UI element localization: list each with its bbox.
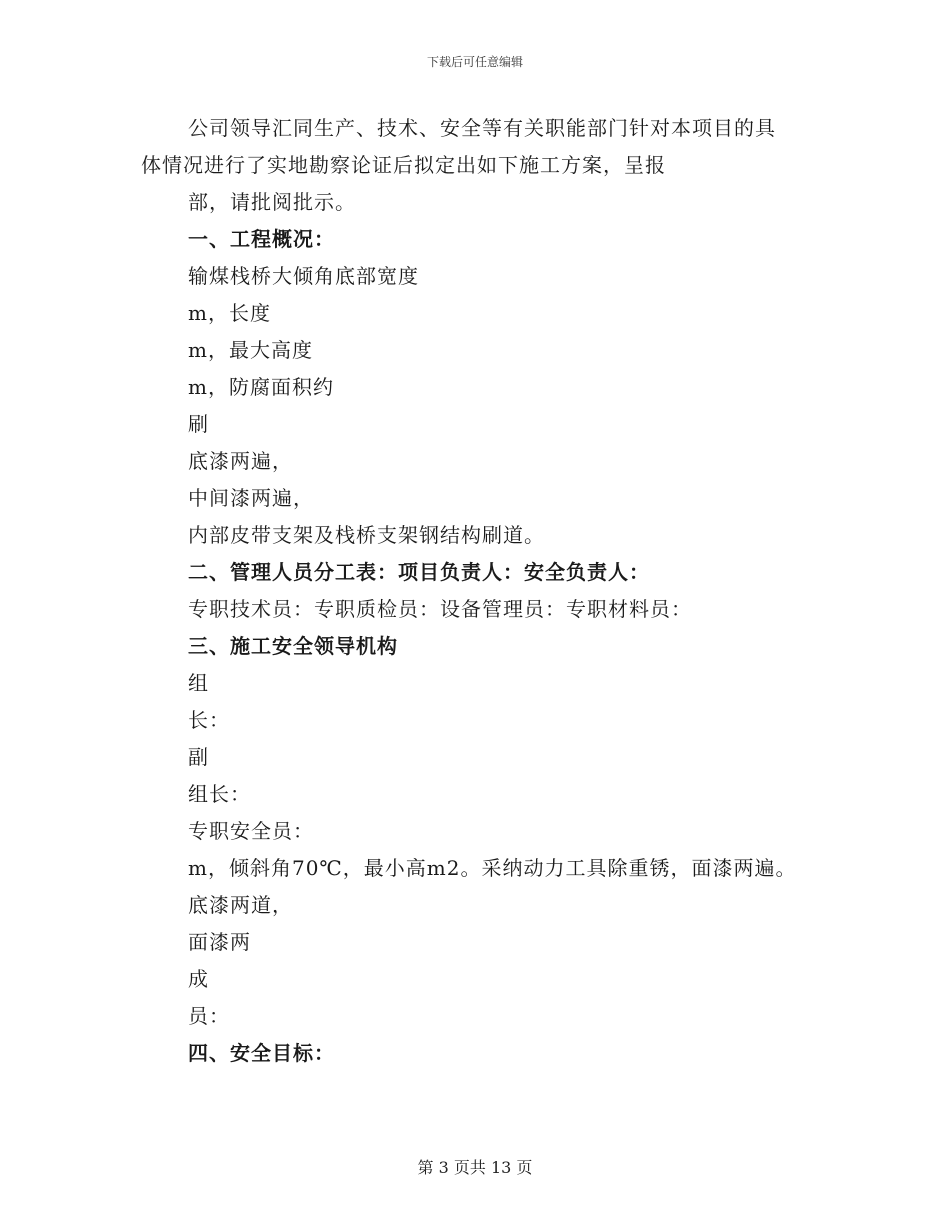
paragraph-line: 专职安全员： — [188, 819, 314, 843]
page-footer: 第 3 页共 13 页 — [417, 1158, 533, 1177]
section-heading: 二、管理人员分工表：项目负责人：安全负责人： — [188, 560, 650, 584]
paragraph-line: 底漆两遍， — [188, 449, 293, 473]
paragraph-line: 刷 — [188, 412, 209, 436]
paragraph-line: 公司领导汇同生产、技术、安全等有关职能部门针对本项目的具 — [188, 116, 776, 140]
paragraph-line: 员： — [188, 1004, 230, 1028]
section-heading: 三、施工安全领导机构 — [188, 634, 398, 658]
paragraph-line: 成 — [188, 967, 209, 991]
section-heading: 一、工程概况： — [188, 227, 335, 251]
page-header: 下载后可任意编辑 — [426, 55, 523, 69]
paragraph-line: m，倾斜角70℃，最小高m2。采纳动力工具除重锈，面漆两遍。 — [188, 856, 797, 880]
paragraph-line: m，长度 — [188, 301, 271, 325]
document-body — [141, 110, 821, 1072]
paragraph-line: 内部皮带支架及栈桥支架钢结构刷道。 — [188, 523, 545, 547]
paragraph-line: 面漆两 — [188, 930, 251, 954]
paragraph-line: 体情况进行了实地勘察论证后拟定出如下施工方案，呈报 — [141, 153, 666, 177]
paragraph-line: 部，请批阅批示。 — [188, 190, 356, 214]
paragraph-line: 组长： — [188, 782, 251, 806]
paragraph-line: 专职技术员：专职质检员：设备管理员：专职材料员： — [188, 597, 692, 621]
paragraph-line: 副 — [188, 745, 209, 769]
paragraph-line: 中间漆两遍， — [188, 486, 314, 510]
section-heading: 四、安全目标： — [188, 1041, 335, 1065]
paragraph-line: 长： — [188, 708, 230, 732]
paragraph-line: m，最大高度 — [188, 338, 313, 362]
paragraph-line: m，防腐面积约 — [188, 375, 334, 399]
paragraph-line: 底漆两道， — [188, 893, 293, 917]
paragraph-line: 组 — [188, 671, 209, 695]
paragraph-line: 输煤栈桥大倾角底部宽度 — [188, 264, 419, 288]
